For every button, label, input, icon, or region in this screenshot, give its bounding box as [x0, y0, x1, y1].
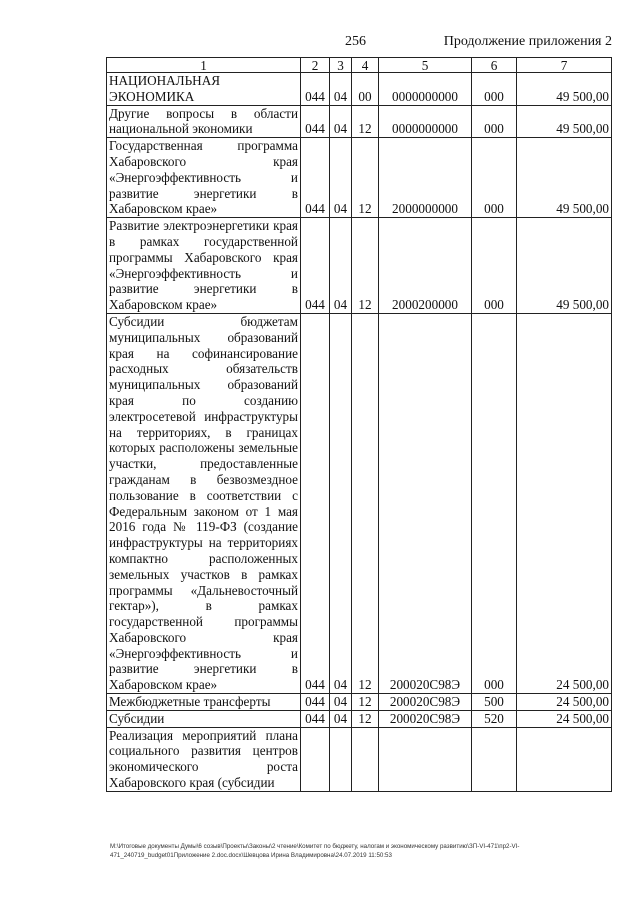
- amount-cell: 49 500,00: [517, 105, 612, 138]
- table-header-row: [107, 58, 612, 73]
- code-cell: 044: [301, 694, 330, 711]
- table-row: [107, 138, 612, 218]
- row-name: Межбюджетные трансферты: [107, 694, 301, 711]
- amount-cell: 49 500,00: [517, 218, 612, 314]
- amount-cell: 49 500,00: [517, 73, 612, 106]
- amount-cell: 24 500,00: [517, 694, 612, 711]
- table-row: [107, 727, 612, 791]
- amount-cell: 49 500,00: [517, 138, 612, 218]
- row-name: Государственная программа Хабаровского края «Энергоэффективность и развитие энергетики в Хабаровском крае»: [107, 138, 301, 218]
- code-cell: 12: [352, 694, 379, 711]
- row-name: Субсидии: [107, 710, 301, 727]
- budget-table: [106, 57, 612, 792]
- table-row: [107, 105, 612, 138]
- code-cell: 00: [352, 73, 379, 106]
- table-row: [107, 73, 612, 106]
- amount-cell: [517, 727, 612, 791]
- column-header: 5: [379, 58, 472, 73]
- code-cell: 044: [301, 313, 330, 693]
- code-cell: 0000000000: [379, 105, 472, 138]
- code-cell: 044: [301, 105, 330, 138]
- amount-cell: 24 500,00: [517, 313, 612, 693]
- code-cell: 200020С98Э: [379, 313, 472, 693]
- row-name: Другие вопросы в области национальной экономики: [107, 105, 301, 138]
- code-cell: 2000000000: [379, 138, 472, 218]
- code-cell: 04: [330, 138, 352, 218]
- code-cell: 12: [352, 710, 379, 727]
- code-cell: 04: [330, 73, 352, 106]
- table-row: [107, 710, 612, 727]
- code-cell: 12: [352, 313, 379, 693]
- code-cell: 200020С98Э: [379, 694, 472, 711]
- column-header: 4: [352, 58, 379, 73]
- code-cell: 044: [301, 218, 330, 314]
- row-name: НАЦИОНАЛЬНАЯ ЭКОНОМИКА: [107, 73, 301, 106]
- code-cell: 04: [330, 710, 352, 727]
- code-cell: 500: [472, 694, 517, 711]
- code-cell: 04: [330, 218, 352, 314]
- code-cell: 04: [330, 105, 352, 138]
- code-cell: 000: [472, 105, 517, 138]
- row-name: Реализация мероприятий плана социального развития центров экономического роста Хабаровского края (субсидии: [107, 727, 301, 791]
- column-header: 1: [107, 58, 301, 73]
- code-cell: 044: [301, 710, 330, 727]
- document-path-footer: M:\Итоговые документы Думы\6 созыв\Проекты\Законы\2 чтение\Комитет по бюджету, налогам и экономическому развитию\ЗП-VI-471\пр2-VI-471_240719_budget01Приложение 2.doc.docx\Шевцова Ирина Владимировна\24.07.2019 11:50:53: [110, 843, 520, 859]
- row-name: Субсидии бюджетам муниципальных образований края на софинансирование расходных обязательств муниципальных образований края по созданию электросетевой инфраструктуры на территориях, в границах которых расположены земельные участки, предоставленные гражданам в безвозмездное пользование в соответствии с Федеральным законом от 1 мая 2016 года № 119-ФЗ (создание инфраструктуры на территориях компактно расположенных земельных участков в рамках программы «Дальневосточный гектар»), в рамках государственной программы Хабаровского края «Энергоэффективность и развитие энергетики в Хабаровском крае»: [107, 313, 301, 693]
- code-cell: 12: [352, 105, 379, 138]
- code-cell: 04: [330, 694, 352, 711]
- code-cell: [379, 727, 472, 791]
- code-cell: 12: [352, 138, 379, 218]
- code-cell: 000: [472, 218, 517, 314]
- column-header: 3: [330, 58, 352, 73]
- code-cell: 000: [472, 73, 517, 106]
- amount-cell: 24 500,00: [517, 710, 612, 727]
- continuation-heading: Продолжение приложения 2: [443, 34, 612, 49]
- page-number: 256: [345, 34, 366, 49]
- row-name: Развитие электроэнергетики края в рамках государственной программы Хабаровского края «Энергоэффективность и развитие энергетики в Хабаровском крае»: [107, 218, 301, 314]
- code-cell: 520: [472, 710, 517, 727]
- code-cell: [352, 727, 379, 791]
- code-cell: 2000200000: [379, 218, 472, 314]
- code-cell: 12: [352, 218, 379, 314]
- code-cell: 0000000000: [379, 73, 472, 106]
- code-cell: [330, 727, 352, 791]
- code-cell: 000: [472, 313, 517, 693]
- code-cell: [472, 727, 517, 791]
- table-row: [107, 694, 612, 711]
- column-header: 2: [301, 58, 330, 73]
- column-header: 7: [517, 58, 612, 73]
- code-cell: 044: [301, 73, 330, 106]
- table-row: [107, 218, 612, 314]
- code-cell: 200020С98Э: [379, 710, 472, 727]
- code-cell: 044: [301, 138, 330, 218]
- code-cell: 000: [472, 138, 517, 218]
- code-cell: 04: [330, 313, 352, 693]
- code-cell: [301, 727, 330, 791]
- table-row: [107, 313, 612, 693]
- column-header: 6: [472, 58, 517, 73]
